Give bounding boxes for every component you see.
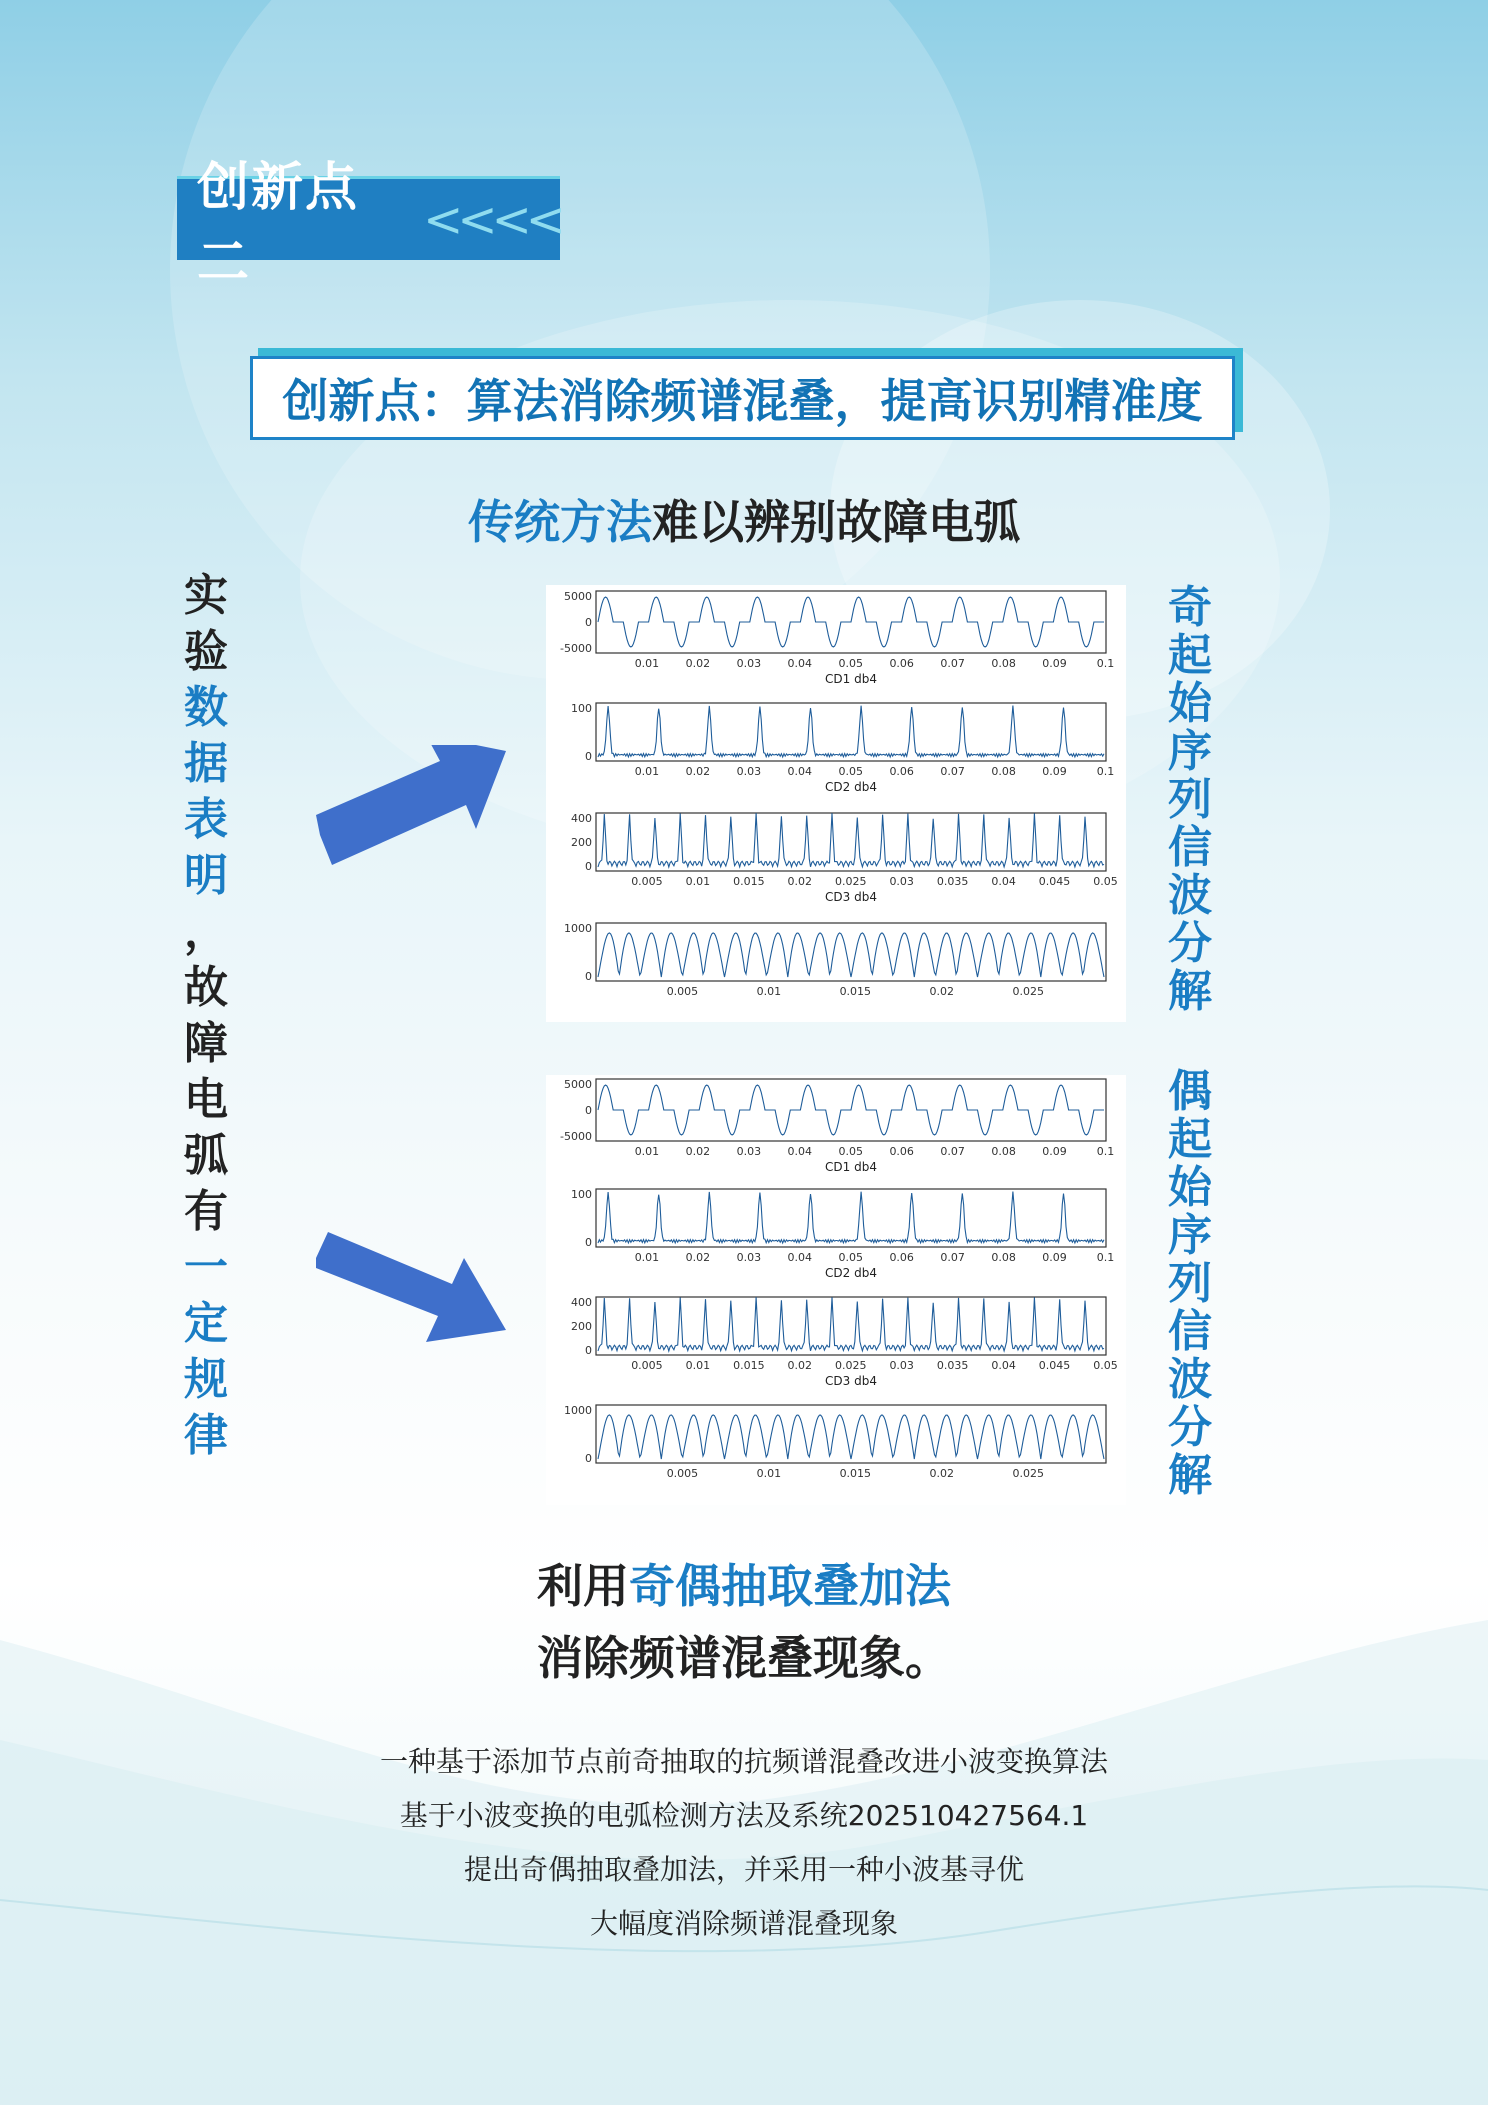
x-tick-label: 0.02 [787,875,813,888]
x-tick-label: 0.05 [838,1251,863,1264]
x-tick-label: 0.09 [1042,765,1067,778]
x-tick-label: 0.05 [838,1145,863,1158]
x-tick-label: 0.02 [929,1467,955,1480]
wavelet-plot-even [546,1075,1126,1505]
y-tick-label: 0 [585,1236,592,1249]
x-tick-label: 0.005 [631,1359,663,1372]
x-tick-label: 0.005 [666,1467,699,1480]
subplot-label: CD3 db4 [825,1374,877,1388]
x-tick-label: 0.025 [1012,1467,1044,1480]
x-tick-label: 0.1 [1096,1145,1115,1158]
y-tick-label: 0 [585,1452,592,1465]
subtitle-rest: 难以辨别故障电弧 [652,495,1020,549]
subplot-label: CD1 db4 [825,672,877,686]
x-tick-label: 0.04 [787,1145,813,1158]
subplot-label: CD2 db4 [825,780,877,794]
x-tick-label: 0.025 [834,1359,867,1372]
x-tick-label: 0.07 [940,1251,965,1264]
subplot-label: CD2 db4 [825,1266,877,1280]
x-tick-label: 0.1 [1096,1251,1115,1264]
subplot-label: CD3 db4 [825,890,877,904]
y-tick-label: -5000 [560,1130,592,1143]
y-tick-label: 0 [585,860,592,873]
x-tick-label: 0.01 [634,1145,660,1158]
x-tick-label: 0.03 [736,765,762,778]
x-tick-label: 0.005 [631,875,663,888]
x-tick-label: 0.03 [736,657,762,670]
left-vertical-part2: 数 据 表 明 [184,682,228,901]
subplot-label: CD1 db4 [825,1160,877,1174]
x-tick-label: 0.07 [940,1145,965,1158]
x-tick-label: 0.1 [1096,657,1115,670]
conclusion-prefix: 利用 [537,1559,629,1613]
x-tick-label: 0.02 [685,765,711,778]
x-tick-label: 0.05 [1093,1359,1118,1372]
x-tick-label: 0.06 [889,765,914,778]
x-tick-label: 0.06 [889,657,914,670]
conclusion-line2: 消除频谱混叠现象。 [537,1631,951,1685]
x-tick-label: 0.03 [736,1145,762,1158]
y-tick-label: 1000 [564,1404,592,1417]
x-tick-label: 0.01 [685,875,711,888]
subplot-frame [596,923,1106,981]
x-tick-label: 0.02 [929,985,955,998]
x-tick-label: 0.02 [787,1359,813,1372]
chevron-left-icon: <<<< [423,191,560,248]
x-tick-label: 0.045 [1038,1359,1071,1372]
y-tick-label: 1000 [564,922,592,935]
x-tick-label: 0.01 [756,1467,782,1480]
y-tick-label: 0 [585,970,592,983]
note-line: 大幅度消除频谱混叠现象 [589,1907,898,1940]
y-tick-label: 100 [571,1188,592,1201]
y-tick-label: 0 [585,616,592,629]
subplot-frame [596,1189,1106,1247]
x-tick-label: 0.01 [634,1251,660,1264]
note-line: 提出奇偶抽取叠加法，并采用一种小波基寻优 [463,1853,1024,1886]
subtitle [0,486,1488,552]
note-line: 基于小波变换的电弧检测方法及系统202510427564.1 [399,1799,1089,1832]
x-tick-label: 0.07 [940,765,965,778]
x-tick-label: 0.04 [787,1251,813,1264]
right-vertical-even: 偶 起 始 序 列 信 波 分 解 [1168,1066,1212,1501]
x-tick-label: 0.03 [736,1251,762,1264]
y-tick-label: -5000 [560,642,592,655]
arrow-down-right-icon [310,1228,510,1348]
subtitle-highlight: 传统方法 [468,495,652,549]
y-tick-label: 400 [571,1296,592,1309]
y-tick-label: 0 [585,1104,592,1117]
x-tick-label: 0.035 [936,875,969,888]
section-badge [177,157,560,293]
x-tick-label: 0.015 [733,1359,765,1372]
right-vertical-odd: 奇 起 始 序 列 信 波 分 解 [1168,582,1212,1017]
y-tick-label: 200 [571,1320,592,1333]
x-tick-label: 0.02 [685,1251,711,1264]
x-tick-label: 0.045 [1038,875,1071,888]
x-tick-label: 0.005 [666,985,699,998]
x-tick-label: 0.08 [991,1251,1016,1264]
x-tick-label: 0.06 [889,1251,914,1264]
x-tick-label: 0.015 [733,875,765,888]
x-tick-label: 0.01 [685,1359,711,1372]
x-tick-label: 0.08 [991,1145,1016,1158]
innovation-banner [250,356,1235,440]
banner-text: 创新点：算法消除频谱混叠，提高识别精准度 [282,374,1203,428]
x-tick-label: 0.015 [839,985,872,998]
x-tick-label: 0.09 [1042,1251,1067,1264]
x-tick-label: 0.035 [936,1359,969,1372]
x-tick-label: 0.01 [634,657,660,670]
x-tick-label: 0.04 [787,657,813,670]
left-vertical-part3: ， 故 障 电 弧 有 [184,906,228,1237]
x-tick-label: 0.02 [685,1145,711,1158]
x-tick-label: 0.05 [1093,875,1118,888]
x-tick-label: 0.025 [1012,985,1044,998]
conclusion-highlight: 奇偶抽取叠加法 [629,1559,951,1613]
left-vertical-text [176,568,236,1464]
y-tick-label: 0 [585,750,592,763]
arrow-up-right-icon [310,745,510,865]
x-tick-label: 0.06 [889,1145,914,1158]
left-vertical-part4: 一定规律 [184,1242,228,1461]
y-tick-label: 100 [571,702,592,715]
x-tick-label: 0.03 [889,1359,914,1372]
badge-title: 创新点二 [197,157,360,293]
left-vertical-part1: 实 验 [184,570,228,677]
x-tick-label: 0.05 [838,765,863,778]
x-tick-label: 0.03 [889,875,914,888]
x-tick-label: 0.015 [839,1467,872,1480]
background-circle [170,0,990,680]
x-tick-label: 0.01 [756,985,782,998]
x-tick-label: 0.05 [838,657,863,670]
x-tick-label: 0.025 [834,875,867,888]
x-tick-label: 0.09 [1042,657,1067,670]
x-tick-label: 0.08 [991,765,1016,778]
y-tick-label: 5000 [564,590,592,603]
x-tick-label: 0.02 [685,657,711,670]
y-tick-label: 400 [571,812,592,825]
x-tick-label: 0.04 [787,765,813,778]
x-tick-label: 0.04 [991,875,1016,888]
x-tick-label: 0.08 [991,657,1016,670]
x-tick-label: 0.04 [991,1359,1016,1372]
wavelet-plot-odd [546,585,1126,1022]
y-tick-label: 200 [571,836,592,849]
y-tick-label: 0 [585,1344,592,1357]
subplot-frame [596,1405,1106,1463]
x-tick-label: 0.09 [1042,1145,1067,1158]
x-tick-label: 0.1 [1096,765,1115,778]
note-line: 一种基于添加节点前奇抽取的抗频谱混叠改进小波变换算法 [379,1745,1108,1778]
x-tick-label: 0.07 [940,657,965,670]
conclusion-line1 [0,1550,1488,1616]
y-tick-label: 5000 [564,1078,592,1091]
x-tick-label: 0.01 [634,765,660,778]
subplot-frame [596,703,1106,761]
